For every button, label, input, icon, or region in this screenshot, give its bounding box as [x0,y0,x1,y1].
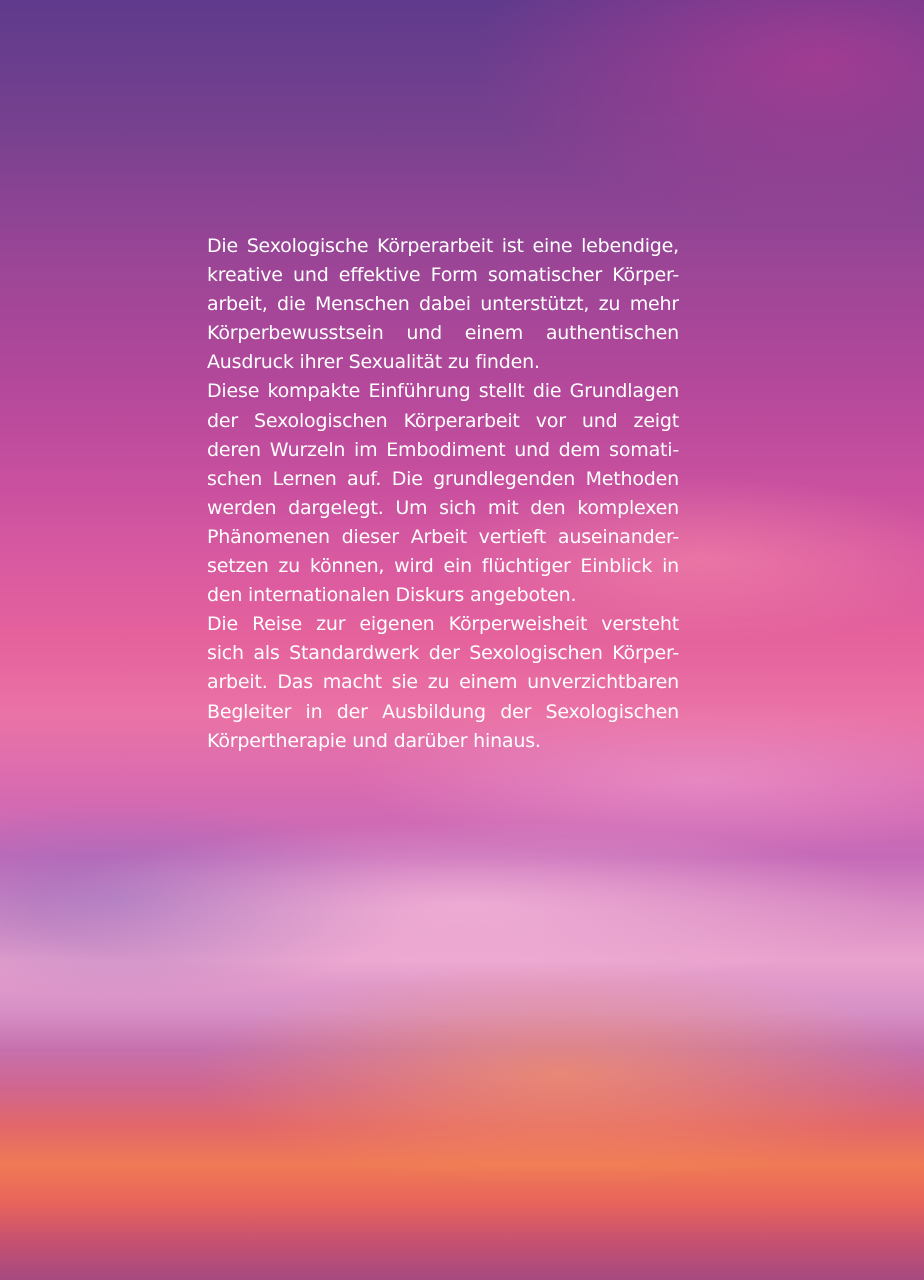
blurb-line: Diese kompakte Einführung stellt die Grundlagen [207,380,679,403]
blurb-line: der Sexologischen Körperarbeit vor und zeigt [207,409,679,432]
blurb-line: arbeit, die Menschen dabei unterstützt, zu mehr [207,293,679,316]
blurb-line: den internationalen Diskurs angeboten. [207,584,577,607]
blurb-line: setzen zu können, wird ein flüchtiger Einblick in [207,555,679,578]
blurb-line: kreative und effektive Form somatischer Körper- [207,264,679,287]
blurb-line: werden dargelegt. Um sich mit den komplexen [207,496,679,519]
blurb-line: Körpertherapie und darüber hinaus. [207,729,541,752]
blurb-line: Phänomenen dieser Arbeit vertieft auseinander- [207,525,679,548]
blurb-line: Begleiter in der Ausbildung der Sexologischen [207,700,679,723]
blurb-line: schen Lernen auf. Die grundlegenden Methoden [207,467,679,490]
blurb-line: Ausdruck ihrer Sexualität zu finden. [207,351,540,374]
blurb-line: Körperbewusstsein und einem authentischen [207,322,679,345]
blurb-text [207,232,679,756]
blurb-line: arbeit. Das macht sie zu einem unverzichtbaren [207,671,679,694]
blurb-line: Die Reise zur eigenen Körperweisheit versteht [207,613,679,636]
blurb-line: Die Sexologische Körperarbeit ist eine lebendige, [207,235,679,257]
blurb-line: deren Wurzeln im Embodiment und dem somati- [207,438,679,461]
blurb-line: sich als Standardwerk der Sexologischen Körper- [207,642,679,665]
